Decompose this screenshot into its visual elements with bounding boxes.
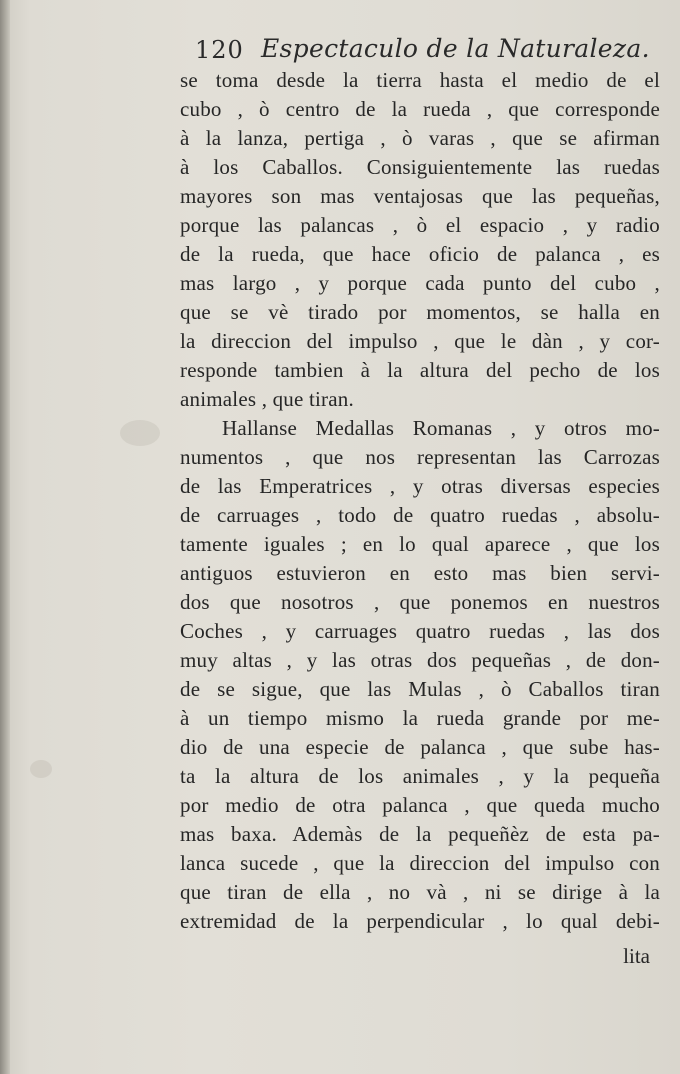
text-line: dio de una especie de palanca , que sube has-: [180, 735, 660, 759]
text-line: à la lanza, pertiga , ò varas , que se afirman: [180, 126, 660, 150]
running-title: Espectaculo de la Naturaleza.: [261, 34, 650, 63]
text-line: responde tambien à la altura del pecho de los: [180, 358, 660, 382]
text-line: à un tiempo mismo la rueda grande por me-: [180, 706, 660, 730]
text-line: dos que nosotros , que ponemos en nuestros: [180, 590, 660, 614]
text-line: animales , que tiran.: [180, 387, 354, 411]
text-line: ta la altura de los animales , y la pequeña: [180, 764, 660, 788]
text-line: tamente iguales ; en lo qual aparece , que los: [180, 532, 660, 556]
page-header: [195, 34, 665, 68]
text-line: à los Caballos. Consiguientemente las ruedas: [180, 155, 660, 179]
paper-stain: [120, 420, 160, 446]
text-line: que se vè tirado por momentos, se halla en: [180, 300, 660, 324]
text-line: se toma desde la tierra hasta el medio de el: [180, 68, 660, 92]
text-line: muy altas , y las otras dos pequeñas , de don-: [180, 648, 660, 672]
catchword-row: [180, 944, 650, 974]
text-line: numentos , que nos representan las Carrozas: [180, 445, 660, 469]
text-line: de carruages , todo de quatro ruedas , absolu-: [180, 503, 660, 527]
text-line: por medio de otra palanca , que queda mucho: [180, 793, 660, 817]
text-line: la direccion del impulso , que le dàn , y cor-: [180, 329, 660, 353]
text-line: que tiran de ella , no và , ni se dirige à la: [180, 880, 660, 904]
spine-shadow: [0, 0, 10, 1074]
text-line: Hallanse Medallas Romanas , y otros mo-: [222, 416, 660, 440]
catchword: lita: [623, 944, 650, 968]
text-line: extremidad de la perpendicular , lo qual debi-: [180, 909, 660, 933]
text-line: de las Emperatrices , y otras diversas especies: [180, 474, 660, 498]
text-line: mayores son mas ventajosas que las pequeñas,: [180, 184, 660, 208]
text-line: Coches , y carruages quatro ruedas , las dos: [180, 619, 660, 643]
text-line: lanca sucede , que la direccion del impulso con: [180, 851, 660, 875]
text-line: antiguos estuvieron en esto mas bien servi-: [180, 561, 660, 585]
page-number: 120: [195, 36, 244, 64]
text-line: porque las palancas , ò el espacio , y radio: [180, 213, 660, 237]
body-text: [180, 66, 660, 936]
paper-stain: [30, 760, 52, 778]
text-line: mas largo , y porque cada punto del cubo ,: [180, 271, 660, 295]
text-line: de la rueda, que hace oficio de palanca , es: [180, 242, 660, 266]
text-line: cubo , ò centro de la rueda , que corresponde: [180, 97, 660, 121]
text-line: mas baxa. Ademàs de la pequeñèz de esta pa-: [180, 822, 660, 846]
text-line: de se sigue, que las Mulas , ò Caballos tiran: [180, 677, 660, 701]
